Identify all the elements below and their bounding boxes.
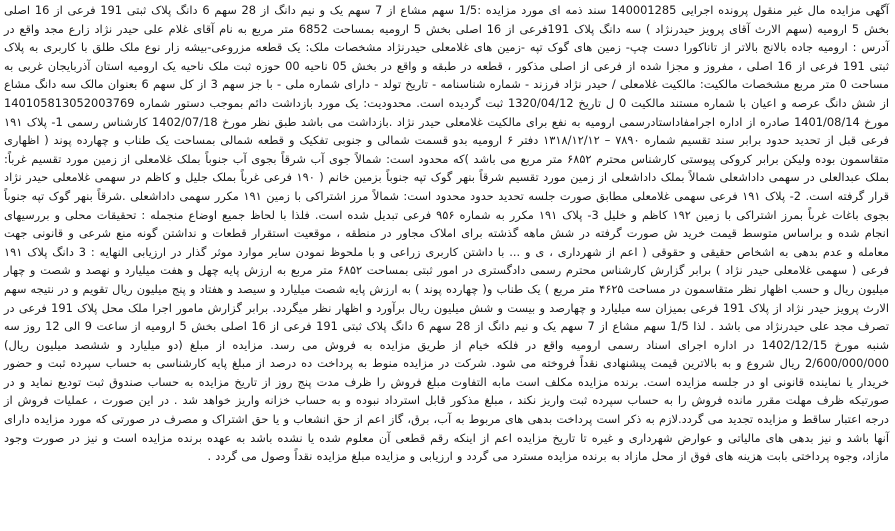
auction-notice: [4, 0, 889, 466]
auction-notice-text: آگهی مزایده مال غیر منقول پرونده اجرایی 140001285 سند ذمه ای مورد مزایده :1/5 سهم مشاع از 7 سهم یک و نیم دانگ از 28 سهم 6 دانگ پلاک ثبتی 191 فرعی از 16 اصلی بخش 5 ارومیه (سهم الارث آقای پرویز حیدرنژاد ) سه دانگ پلاک 191فرعی از 16 اصلی بخش 5 ارومیه بمساحت 6852 متر مربع به نام آقای غلام علی حیدر نژاد زارع مجد واقع در آدرس : ارومیه جاده بالانج بالاتر از تاناکورا دست چپ- زمین های گوک تپه -زمین های غلامعلی حیدرنژاد مشخصات ملک: یک قطعه مزروعی-بیشه زار نوع ملک طلق با کاربری به پلاک ثبتی 191 فرعی از 16 اصلی ، مفروز و مجزا شده از فرعی از اصلی مذکور ، قطعه در طبقه و واقع در بخش 05 ناحیه 00 حوزه ثبت ملک ناحیه یک ارومیه استان آذربایجان غربی به مساحت 0 متر مربع مشخصات مالکیت: مالکیت غلامعلی / حیدر نژاد فرزند - شماره شناسنامه - تاریخ تولد - دارای شماره ملی - با جز سهم 3 از کل سهم 6 بعنوان مالک سه دانگ مشاع از شش دانگ عرصه و اعیان با شماره مستند مالکیت 0 ل تاریخ 1320/04/12 ثبت گردیده است. محدودیت: یک مورد بازداشت دائم بموجب دستور شماره 140105813052003769 مورخ 1401/08/14 صادره از اداره اجرامفاداستادرسمی ارومیه به نفع برای مالکیت غلامعلی حیدر نژاد .بازداشت می باشد طبق نظر مورخ 1402/07/18 کارشناس رسمی 1- پلاک ۱۹۱ فرعی قبل از تحدید حدود برابر سند تقسیم شماره ۷۸۹۰ – ۱۳۱۸/۱۲/۱۲ دفتر ۶ ارومیه بدو قسمت شمالی و جنوبی تفکیک و قطعه شمالی بمساحت یک طناب و چهارده پوند ( اظهاری متقاسمون بوده ولیکن برابر کروکی پیوستی کارشناس محترم ۶۸۵۲ متر مربع می باشد )که محدود است: شمالاً جوی آب شرقاً بجوی آب جنوباً بملک غلامعلی از زمین مورد تقسیم غرباً: بملک عبدالعلی در سهمی داداشعلی شمالاً بملک داداشعلی از زمین مورد تقسیم شرقاً بنهر گوک تپه جنوباً بزمین خانم ( ۱۹۰ فرعی غرباً بملک جلیل و کاظم در سهمی غلامعلی حیدر نژاد قرار گرفته است. 2- پلاک ۱۹۱ فرعی سهمی غلامعلی مطابق صورت جلسه تحدید حدود محدود است: شمالاً مرز اشتراکی با زمین ۱۹۱ مکرر سهمی داداشعلی .شرقاً بنهر گوک تپه جنوباً بجوی باغات غرباً بمرز اشتراکی با زمین ۱۹۲ کاظم و خلیل 3- پلاک ۱۹۱ مکرر به شماره ۹۵۶ فرعی تبدیل شده است. فلذا با لحاظ جمیع اوضاع منجمله : تحقیقات محلی و بررسیهای انجام شده و براساس متوسط قیمت خرید ش صورت گرفته در شش ماهه گذشته برای املاک مجاور در منطقه ، موقعیت استقرار قطعات و نداشتن گونه منع شرعی و قانونی جهت معامله و عدم بدهی به اشخاص حقیقی و حقوقی ( اعم از شهرداری ، ی و ... با داشتن کاربری زراعی و با ملحوظ نمودن سایر موارد موثر گذار در ارزیابی النهایه : 3 دانگ پلاک ۱۹۱ فرعی ( سهمی غلامعلی حیدر نژاد ) برابر گزارش کارشناس محترم رسمی دادگستری در امور ثبتی بمساحت ۶۸۵۲ متر مربع به ارزش پایه چهل و هفت میلیارد و نهصد و شصت و چهار میلیون ریال و حسب اظهار نظر متقاسمون در مساحت ۴۶۲۵ متر مربع ) یک طناب و( چهارده پوند ) به ارزش پایه شصت میلیارد و سیصد و هفتاد و پنج میلیون ریال تقویم و در نتیجه سهم الارث پرویز حیدر نژاد از پلاک 191 فرعی بمیزان سه میلیارد و چهارصد و بیست و شش میلیون ریال برآورد و اظهار نظر میگردد. برابر گزارش مامور اجرا ملک محل پلاک 191 فرعی در تصرف مجد علی حیدرنژاد می باشد . لذا 1/5 سهم مشاع از 7 سهم یک و نیم دانگ از 28 سهم 6 دانگ پلاک ثبتی 191 فرعی از 16 اصلی بخش 5 ارومیه از ساعت 9 الی 12 روز سه شنبه مورخ 1402/12/15 در اداره اجرای اسناد رسمی ارومیه واقع در فلکه خیام از طریق مزایده به فروش می رسد. مزایده از مبلغ (دو میلیارد و ششصد میلیون ریال) 2/600/000/000 ریال شروع و به بالاترین قیمت پیشنهادی نقداً فروخته می شود. شرکت در مزایده منوط به پرداخت ده درصد از مبلغ پایه کارشناسی به حساب سپرده ثبت و حضور خریدار یا نماینده قانونی او در جلسه مزایده است. برنده مزایده مکلف است مابه التفاوت مبلغ فروش را ظرف مدت پنج روز از تاریخ مزایده به حساب صندوق ثبت تودیع نماید و در صورتیکه ظرف مهلت مقرر مانده فروش را به حساب سپرده ثبت واریز نکند ، مبلغ مذکور قابل استرداد نبوده و به حساب خزانه واریز خواهد شد . در این صورت ، عملیات فروش از درجه اعتبار ساقط و مزایده تجدید می گردد.لازم به ذکر است پرداخت بدهی های مربوط به آب، برق، گاز اعم از حق انشعاب و یا حق اشتراک و مصرف در صورتی که مورد مزایده دارای آنها باشد و نیز بدهی های مالیاتی و عوارض شهرداری و غیره تا تاریخ مزایده اعم از اینکه رقم قطعی آن معلوم شده یا نشده باشد به عهده برنده مزایده است و نیز در صورت وجود مازاد، وجوه پرداختی بابت هزینه های فوق از محل مازاد به برنده مزایده مسترد می گردد و ارزیابی و مزایده مبلغ مزایده نقداً وصول می گردد .: [4, 3, 890, 464]
